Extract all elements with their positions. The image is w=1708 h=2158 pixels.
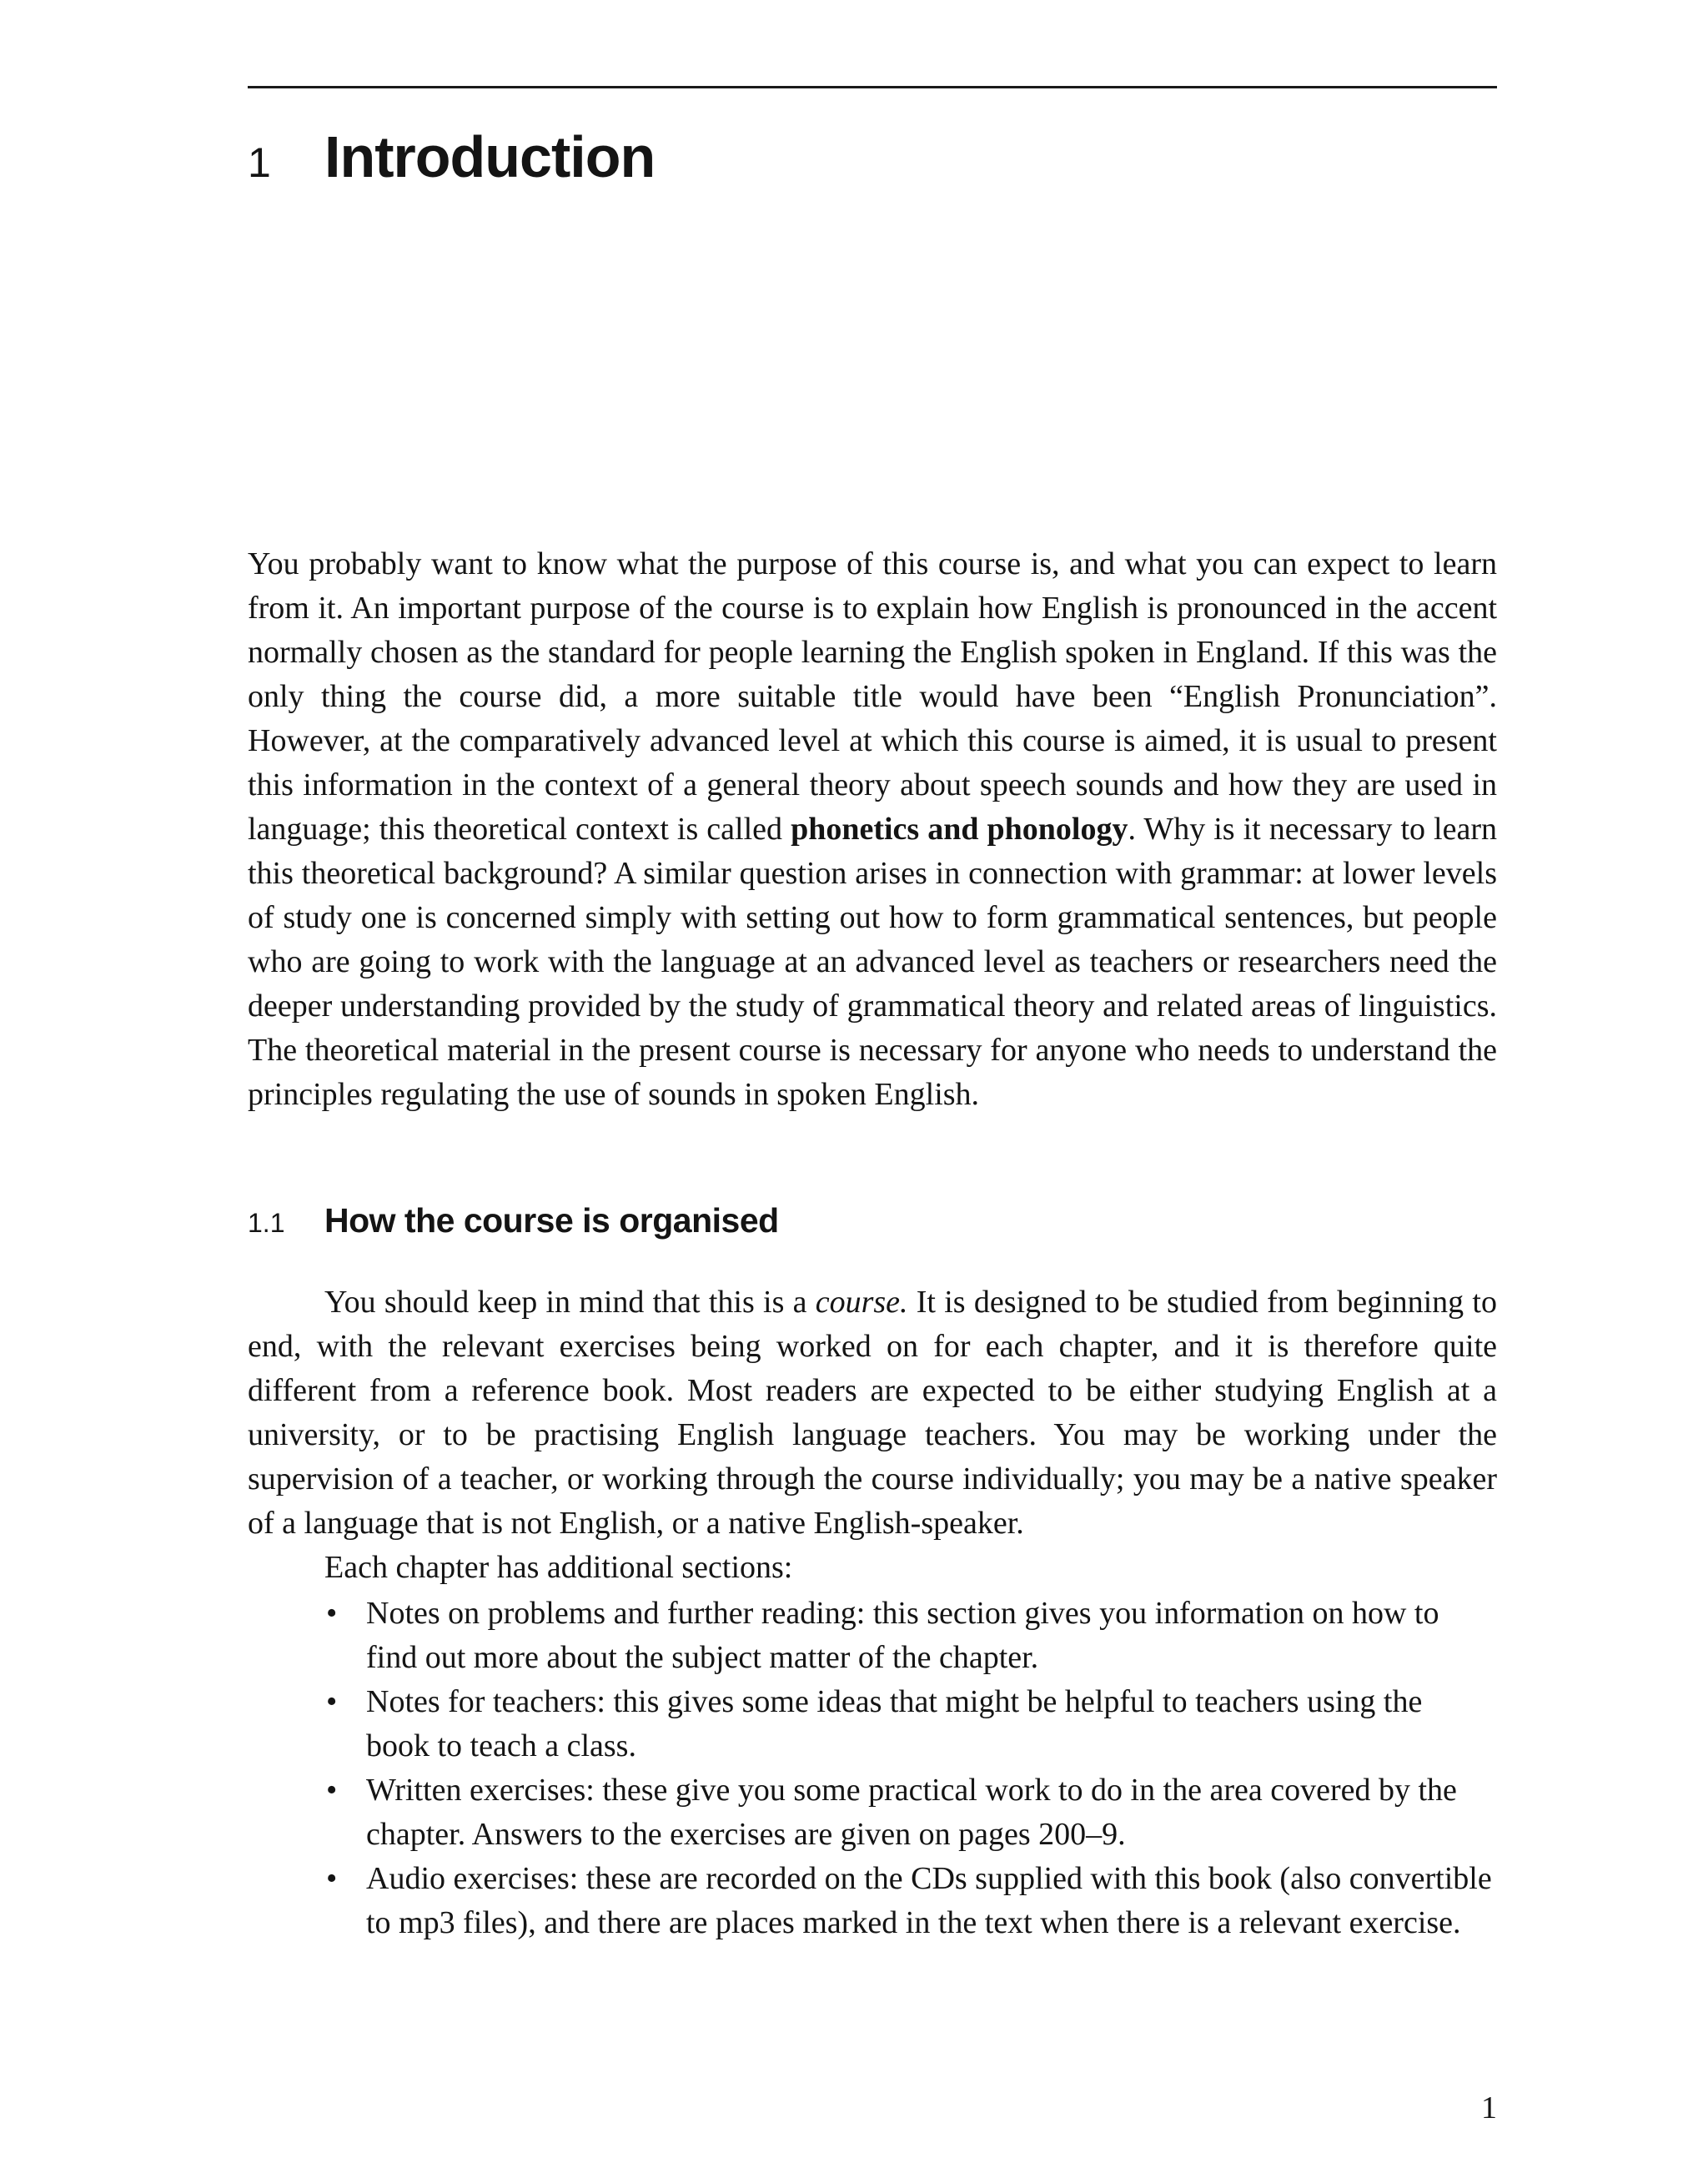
- bullet-icon: •: [326, 1861, 338, 1896]
- intro-key-term: phonetics and phonology: [791, 812, 1128, 847]
- section-body: [248, 1280, 1497, 1590]
- section-number: 1.1: [248, 1208, 285, 1238]
- intro-text-part2: . Why is it necessary to learn this theoretical background? A similar question arises in connection with grammar: at lower levels of study one is concerned simply with setting out how to form grammatical sentences, but people who are going to work with the language at an advanced level as teachers or researchers need the deeper understanding provided by the study of grammatical theory and related areas of linguistics. The theoretical material in the present course is necessary for anyone who needs to understand the principles regulating the use of sounds in spoken English.: [248, 812, 1497, 1112]
- chapter-heading: [248, 123, 655, 190]
- section-emphasis: course.: [815, 1285, 908, 1320]
- list-item: [324, 1857, 1492, 1945]
- bullet-icon: •: [326, 1773, 338, 1808]
- intro-paragraph: [248, 542, 1497, 1117]
- section-title: How the course is organised: [324, 1201, 779, 1240]
- list-item-text: Audio exercises: these are recorded on the CDs supplied with this book (also convertible to mp3 files), and there are places marked in the text when there is a relevant exercise.: [366, 1861, 1492, 1940]
- bullet-icon: •: [326, 1684, 338, 1719]
- intro-text-part1: You probably want to know what the purpose of this course is, and what you can expect to learn from it. An important purpose of the course is to explain how English is pronounced in the accent normally chosen as the standard for people learning the English spoken in England. If this was the only thing the course did, a more suitable title would have been “English Pronunciation”. However, at the comparatively advanced level at which this course is aimed, it is usual to present this information in the context of a general theory about speech sounds and how they are used in language; this theoretical context is called: [248, 546, 1497, 847]
- page-number: 1: [1481, 2090, 1497, 2125]
- list-item-text: Notes on problems and further reading: this section gives you information on how to find out more about the subject matter of the chapter.: [366, 1596, 1439, 1675]
- list-item: [324, 1768, 1492, 1857]
- chapter-title: Introduction: [324, 124, 656, 189]
- section-heading: [248, 1201, 779, 1251]
- top-rule: [248, 86, 1497, 88]
- list-item: [324, 1592, 1492, 1680]
- section-text-part1: You should keep in mind that this is a: [324, 1285, 816, 1320]
- section-text-part2: It is designed to be studied from beginning to end, with the relevant exercises being worked on for each chapter, and it is therefore quite different from a reference book. Most readers are expected to be either studying English at a university, or to be practising English language teachers. You may be working under the supervision of a teacher, or working through the course individually; you may be a native speaker of a language that is not English, or a native English-speaker.: [248, 1285, 1497, 1541]
- chapter-number: 1: [248, 139, 271, 186]
- list-intro: Each chapter has additional sections:: [324, 1550, 793, 1585]
- bullet-icon: •: [326, 1596, 338, 1631]
- list-item-text: Written exercises: these give you some practical work to do in the area covered by the chapter. Answers to the exercises are given on pages 200–9.: [366, 1773, 1457, 1852]
- list-item: [324, 1680, 1492, 1768]
- additional-sections-list: [324, 1592, 1492, 1945]
- section-paragraph: [248, 1280, 1497, 1546]
- list-item-text: Notes for teachers: this gives some ideas that might be helpful to teachers using the book to teach a class.: [366, 1684, 1423, 1763]
